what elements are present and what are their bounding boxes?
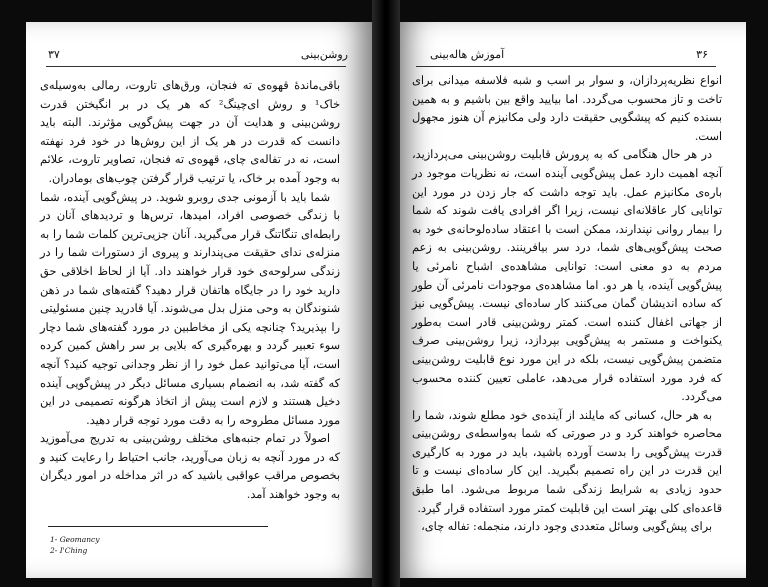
- book-spine-gutter: [372, 0, 400, 587]
- footnote-divider: [48, 526, 268, 527]
- right-page-number: ۳۶: [696, 48, 708, 61]
- left-paragraph-1: باقی‌ماندهٔ قهوه‌ی ته فنجان، ورق‌های تاروت، رمالی به‌وسیله‌ی خاک¹ و روش ای‌چینگ² که هر یک در بر انگیختن قدرت روشن‌بینی و هدایت آن در جهت پیش‌گویی مؤثرند. البته باید دانست که قدرت در هر یک از این روش‌ها در خود فرد نهفته است، نه در تفاله‌ی چای، قهوه‌ی ته فنجان، تصاویر تاروت، علائم به وجود آمده بر خاک، یا ترتیب قرار گرفتن چوب‌های بومادران.: [40, 79, 340, 185]
- footnotes: [50, 534, 100, 556]
- footnote-2: 2- I'Ching: [50, 546, 88, 555]
- left-page-number: ۳۷: [48, 48, 60, 61]
- left-paragraph-3: اصولاً در تمام جنبه‌های مختلف روشن‌بینی به تدریج می‌آموزید که در مورد آنچه به زبان می‌آورید، جانب احتیاط را رعایت کنید و بخصوص مراقب عواقبی باشید که در اثر مداخله در امور دیگران به وجود خواهند آمد.: [40, 432, 340, 502]
- right-running-title: آموزش هاله‌بینی: [430, 48, 505, 61]
- right-paragraph-2: در هر حال هنگامی که به پرورش قابلیت روشن‌بینی می‌پردازید، آنچه اهمیت دارد عمل پیش‌گویی آینده است، نه نظریات موجود در باره‌ی مکانیزم عمل. باید توجه داشت که جار زدن در مورد این توانایی کار عاقلانه‌ای نیست، زیرا اگر افرادی یافت شوند که شما را بیمار روانی نپندارند، ممکن است با اعتقاد ساده‌لوحانه‌ی خود به صحت پیش‌گویی‌های شما، درد سر بیافرینند. روشن‌بینی به زعم مردم به دو معنی است: توانایی مشاهده‌ی اشباح نامرئی یا پیش‌گویی آینده، یا هر دو. اما مشاهده‌ی موجودات نامرئی آن طور که ساده اندیشان گمان می‌کنند کار ساده‌ای نیست. پیش‌گویی نیز از جهاتی اغفال کننده است. کمتر روشن‌بینی قادر است به‌طور یکنواخت و مستمر به پیش‌گویی بپردازد، زیرا روشن‌بینی صرف متضمن پیش‌گویی نیست، بلکه در این مورد نوع قابلیت روشن‌بینی که فرد مورد استفاده قرار می‌دهد، عاملی تعیین کننده محسوب می‌گردد.: [412, 148, 722, 404]
- right-body-text: [412, 72, 722, 537]
- right-paragraph-3: به هر حال، کسانی که مایلند از آینده‌ی خود مطلع شوند، شما را محاصره خواهند کرد و در صورتی که شما به‌واسطه‌ی روشن‌بینی قدرت پیش‌گویی را بدست آورده باشید، باید در مورد به کارگیری این قدرت در این راه تصمیم بگیرید. این کار ساده‌ای نیست و تا حدود زیادی به شرایط زندگی شما مربوط می‌شود. اما طبق قاعده‌ای کلی بهتر است این قابلیت کمتر مورد استفاده قرار گیرد.: [412, 408, 722, 515]
- footnote-1: 1- Geomancy: [50, 535, 100, 544]
- right-header-rule: [416, 66, 716, 67]
- right-paragraph-1: انواع نظریه‌پردازان، و سوار بر اسب و شبه فلاسفه میدانی برای تاخت و تاز محسوب می‌گردد. اما بیایید واقع بین باشیم و به همین بسنده کنیم که پیشگویی حقیقت دارد ولی مکانیزم آن هنوز مجهول است.: [412, 74, 722, 143]
- left-header-rule: [46, 66, 346, 67]
- left-running-title: روشن‌بینی: [300, 48, 348, 61]
- left-paragraph-2: شما باید با آزمونی جدی روبرو شوید. در پیش‌گویی آینده، شما با زندگی خصوصی افراد، امیدها، ترس‌ها و تردیدهای آنان در رابطه‌ای تنگاتنگ قرار می‌گیرید. آنان جزیی‌ترین کلمات شما را به منزله‌ی ندای حقیقت می‌پندارند و پیروی از دستورات شما را در زندگی سرلوحه‌ی خود قرار خواهند داد. آیا از لحاظ اخلاقی حق دارید خود را در جایگاه هاتفان قرار دهید؟ گفته‌های شما در ذهن شنوندگان به وحی منزل بدل می‌شوند. آیا قادرید چنین مسئولیتی را بپذیرید؟ چنانچه یکی از مخاطبین در مورد گفته‌های شما دچار سوء تعبیر گردد و بهره‌گیری که بلایی بر سر راهش کمین کرده است، آیا می‌توانید عمل خود را از نظر وجدانی توجیه کنید؟ آنچه که گفته شد، به انضمام بسیاری مسائل دیگر در پیش‌گویی آینده دخیل هستند و لازم است پیش از اتخاذ هرگونه تصمیمی در این مورد مسائل مطروحه را به دقت مورد توجه قرار دهید.: [40, 190, 340, 427]
- left-book-page: [26, 22, 382, 578]
- left-body-text: [40, 77, 340, 505]
- right-book-page: [386, 22, 746, 578]
- right-paragraph-4: برای پیش‌گویی وسائل متعددی وجود دارند، منجمله: تفاله چای،: [421, 520, 712, 534]
